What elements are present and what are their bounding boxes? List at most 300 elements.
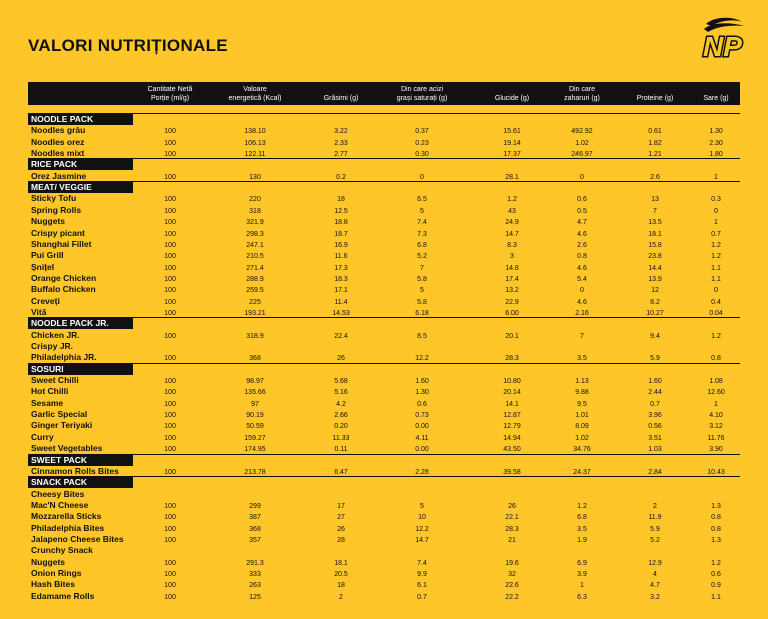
table-row [0, 193, 768, 204]
cell-value: 5 [420, 502, 424, 510]
cell-value: 19.14 [503, 139, 521, 147]
cell-value: 0.7 [711, 230, 721, 238]
cell-value: 15.8 [648, 241, 662, 249]
cell-value: 247.1 [246, 241, 264, 249]
row-divider [28, 317, 740, 318]
product-name: Philadelphia JR. [31, 352, 97, 363]
cell-value: 3.9 [577, 571, 587, 578]
cell-value: 299 [249, 502, 261, 510]
cell-value: 12.60 [707, 389, 725, 397]
cell-value: 14.94 [503, 434, 521, 442]
cell-value: 135.66 [244, 389, 266, 397]
product-name: Sticky Tofu [31, 193, 77, 204]
cell-value: 2.6 [577, 241, 587, 249]
cell-value: 220 [249, 196, 261, 204]
cell-value: 12.87 [503, 412, 521, 420]
product-name: Hot Chilli [31, 386, 69, 397]
cell-value: 100 [164, 571, 176, 578]
product-name: Chicken JR. [31, 329, 80, 340]
table-row [0, 205, 768, 216]
table-row [0, 534, 768, 545]
cell-value: 1.2 [507, 196, 517, 204]
section-header: NOODLE PACK JR. [28, 318, 133, 329]
cell-value: 0.61 [648, 128, 662, 136]
cell-value: 28 [337, 536, 345, 544]
cell-value: 2.44 [648, 389, 662, 397]
cell-value: 263 [249, 582, 261, 590]
cell-value: 50.59 [246, 423, 264, 431]
cell-value: 1.1 [711, 593, 721, 601]
cell-value: 5.9 [650, 355, 660, 363]
cell-value: 3.90 [709, 446, 723, 454]
cell-value: 10 [418, 514, 426, 522]
product-name: Crispy JR. [31, 341, 74, 351]
product-name: Philadelphia Bites [31, 522, 105, 533]
cell-value: 27 [337, 514, 345, 522]
cell-value: 100 [164, 355, 176, 363]
cell-value: 6.9 [577, 559, 587, 567]
cell-value: 174.95 [244, 446, 266, 454]
cell-value: 1.2 [711, 332, 721, 340]
cell-value: 3.96 [648, 412, 662, 420]
table-row [0, 386, 768, 397]
table-row [0, 250, 768, 261]
cell-value: 0 [714, 287, 718, 295]
cell-value: 0.4 [711, 298, 721, 306]
cell-value: 9.4 [650, 332, 660, 340]
section-header: SOSURI [28, 364, 133, 375]
cell-value: 4.2 [336, 400, 346, 408]
cell-value: 100 [164, 593, 176, 601]
cell-value: 4.11 [415, 434, 429, 442]
cell-value: 0.3 [711, 196, 721, 204]
cell-value: 1.30 [415, 389, 429, 397]
cell-value: 1.2 [711, 241, 721, 249]
table-row [0, 216, 768, 227]
cell-value: 20.14 [503, 389, 521, 397]
table-row [0, 557, 768, 568]
cell-value: 4 [653, 571, 657, 578]
cell-value: 1.21 [648, 151, 662, 159]
cell-value: 100 [164, 219, 176, 227]
cell-value: 22.1 [505, 514, 519, 522]
cell-value: 100 [164, 468, 176, 476]
cell-value: 492.92 [571, 128, 593, 136]
cell-value: 22.9 [505, 298, 519, 306]
cell-value: 100 [164, 536, 176, 544]
cell-value: 7.4 [417, 219, 427, 227]
cell-value: 22.4 [334, 332, 348, 340]
product-name: Orez Jasmine [31, 170, 87, 181]
cell-value: 43.50 [503, 446, 521, 454]
column-header-line: Glucide (g) [494, 95, 530, 102]
cell-value: 0.8 [711, 355, 721, 363]
cell-value: 17.4 [505, 275, 519, 283]
product-name: Mac'N Cheese [31, 499, 89, 510]
cell-value: 19.6 [505, 559, 519, 567]
cell-value: 100 [164, 434, 176, 442]
cell-value: 225 [249, 298, 261, 306]
cell-value: 100 [164, 400, 176, 408]
cell-value: 18.1 [648, 230, 662, 238]
cell-value: 11.6 [334, 253, 348, 261]
table-row [0, 466, 768, 477]
cell-value: 1.08 [709, 378, 723, 386]
cell-value: 1.82 [648, 139, 662, 147]
cell-value: 125 [249, 593, 261, 601]
cell-value: 4.6 [577, 298, 587, 306]
cell-value: 0.00 [415, 446, 429, 454]
cell-value: 0.8 [711, 514, 721, 522]
cell-value: 14.8 [505, 264, 519, 272]
cell-value: 5.68 [334, 378, 348, 386]
cell-value: 100 [164, 151, 176, 159]
np-logo [700, 14, 748, 62]
table-row [0, 579, 768, 590]
cell-value: 3.51 [648, 434, 662, 442]
cell-value: 7.3 [417, 230, 427, 238]
cell-value: 12 [651, 287, 659, 295]
cell-value: 6.47 [334, 468, 348, 476]
cell-value: 12.5 [334, 207, 348, 215]
cell-value: 0.04 [709, 309, 723, 317]
cell-value: 15.61 [503, 128, 521, 136]
column-header [125, 85, 215, 103]
cell-value: 10.80 [503, 378, 521, 386]
cell-value: 321.9 [246, 219, 264, 227]
table-row [0, 420, 768, 431]
cell-value: 1.02 [575, 139, 589, 147]
cell-value: 5.8 [417, 275, 427, 283]
cell-value: 100 [164, 309, 176, 317]
cell-value: 24.37 [573, 468, 591, 476]
cell-value: 1.30 [709, 128, 723, 136]
column-header-line: Valoare [243, 86, 267, 93]
cell-value: 24.9 [505, 219, 519, 227]
cell-value: 0.37 [415, 128, 429, 136]
cell-value: 0 [580, 173, 584, 181]
cell-value: 11.76 [707, 434, 725, 442]
cell-value: 100 [164, 446, 176, 454]
cell-value: 0.8 [711, 525, 721, 533]
cell-value: 26 [337, 525, 345, 533]
logo-text: NP [703, 31, 742, 62]
cell-value: 2.30 [709, 139, 723, 147]
section-header: RICE PACK [28, 159, 133, 170]
column-header-line: Cantitate Netă [147, 86, 193, 93]
cell-value: 12.2 [415, 525, 429, 533]
table-row [0, 125, 768, 136]
cell-value: 5.9 [650, 525, 660, 533]
cell-value: 2.6 [650, 173, 660, 181]
cell-value: 20.1 [505, 332, 519, 340]
product-name: Vită [31, 306, 47, 317]
cell-value: 0.56 [648, 423, 662, 431]
table-row [0, 443, 768, 454]
cell-value: 11.9 [648, 514, 662, 522]
cell-value: 28.3 [505, 525, 519, 533]
table-row [0, 432, 768, 443]
cell-value: 3.2 [650, 593, 660, 601]
cell-value: 0.23 [415, 139, 429, 147]
cell-value: 100 [164, 196, 176, 204]
cell-value: 2.16 [575, 309, 589, 317]
cell-value: 1.2 [711, 559, 721, 567]
table-row [0, 273, 768, 284]
cell-value: 3.12 [709, 423, 723, 431]
cell-value: 100 [164, 582, 176, 590]
cell-value: 4.6 [577, 264, 587, 272]
product-name: Curry [31, 431, 54, 442]
cell-value: 1 [580, 582, 584, 590]
cell-value: 100 [164, 275, 176, 283]
table-row [0, 284, 768, 295]
product-name: Noodles mixt [31, 148, 85, 159]
cell-value: 8.3 [507, 241, 517, 249]
cell-value: 22.6 [505, 582, 519, 590]
column-header-line: Sare (g) [703, 95, 729, 102]
cell-value: 100 [164, 423, 176, 431]
table-row [0, 228, 768, 239]
cell-value: 271.4 [246, 264, 264, 272]
table-row [0, 500, 768, 511]
cell-value: 12.2 [415, 355, 429, 363]
product-name: Nuggets [31, 556, 65, 567]
cell-value: 18 [337, 196, 345, 204]
product-name: Creveți [31, 295, 60, 306]
cell-value: 4.6 [577, 230, 587, 238]
cell-value: 1 [714, 219, 718, 227]
cell-value: 9.9 [417, 571, 427, 578]
cell-value: 368 [249, 525, 261, 533]
column-header-line: Porție (ml/g) [150, 95, 190, 102]
cell-value: 43 [508, 207, 516, 215]
cell-value: 1.02 [575, 434, 589, 442]
cell-value: 100 [164, 173, 176, 181]
cell-value: 0.6 [577, 196, 587, 204]
cell-value: 1.3 [711, 536, 721, 544]
cell-value: 7.4 [417, 559, 427, 567]
cell-value: 14.7 [415, 536, 429, 544]
cell-value: 6.5 [417, 196, 427, 204]
cell-value: 0.7 [417, 593, 427, 601]
cell-value: 100 [164, 253, 176, 261]
table-row [0, 330, 768, 341]
cell-value: 10.27 [646, 309, 664, 317]
cell-value: 0 [420, 173, 424, 181]
cell-value: 100 [164, 514, 176, 522]
product-name: Buffalo Chicken [31, 284, 96, 295]
cell-value: 6.8 [577, 514, 587, 522]
cell-value: 97 [251, 400, 259, 408]
cell-value: 32 [508, 571, 516, 578]
cell-value: 193.21 [244, 309, 266, 317]
cell-value: 3.22 [334, 128, 348, 136]
cell-value: 159.27 [244, 434, 266, 442]
table-row [0, 239, 768, 250]
table-row [0, 591, 768, 602]
cell-value: 0.73 [415, 412, 429, 420]
cell-value: 1.80 [709, 151, 723, 159]
cell-value: 22.2 [505, 593, 519, 601]
cell-value: 26 [337, 355, 345, 363]
cell-value: 1 [714, 173, 718, 181]
product-name: Cinnamon Rolls Bites [31, 465, 119, 476]
column-header-line: energetică (Kcal) [228, 95, 282, 102]
cell-value: 18.8 [334, 219, 348, 227]
cell-value: 17.37 [503, 151, 521, 159]
cell-value: 17 [337, 502, 345, 510]
table-row [0, 409, 768, 420]
cell-value: 100 [164, 264, 176, 272]
product-name: Sesame [31, 397, 64, 408]
column-header-line: zaharuri (g) [564, 95, 600, 102]
table-row [0, 511, 768, 522]
cell-value: 7 [580, 332, 584, 340]
table-row [0, 137, 768, 148]
table-row [0, 568, 768, 579]
cell-value: 1 [714, 400, 718, 408]
cell-value: 3.5 [577, 525, 587, 533]
cell-value: 4.7 [577, 219, 587, 227]
cell-value: 6.00 [505, 309, 519, 317]
cell-value: 122.11 [244, 151, 266, 159]
cell-value: 14.53 [332, 309, 350, 317]
cell-value: 100 [164, 378, 176, 386]
cell-value: 0.2 [336, 173, 346, 181]
cell-value: 18 [337, 582, 345, 590]
product-name: Orange Chicken [31, 272, 97, 283]
cell-value: 357 [249, 536, 261, 544]
cell-value: 288.9 [246, 275, 264, 283]
cell-value: 2.77 [334, 151, 348, 159]
cell-value: 0.00 [415, 423, 429, 431]
cell-value: 34.76 [573, 446, 591, 454]
cell-value: 98.97 [246, 378, 264, 386]
cell-value: 13 [651, 196, 659, 204]
product-name: Sweet Chilli [31, 375, 79, 386]
cell-value: 39.58 [503, 468, 521, 476]
cell-value: 8.2 [650, 298, 660, 306]
cell-value: 100 [164, 241, 176, 249]
column-header-line: Grăsimi (g) [323, 95, 359, 102]
cell-value: 1.9 [577, 536, 587, 544]
cell-value: 100 [164, 525, 176, 533]
table-row [0, 148, 768, 159]
cell-value: 106.13 [244, 139, 266, 147]
cell-value: 6.18 [415, 309, 429, 317]
cell-value: 0.20 [334, 423, 348, 431]
cell-value: 318 [249, 207, 261, 215]
cell-value: 12.79 [503, 423, 521, 431]
cell-value: 18.3 [334, 275, 348, 283]
cell-value: 5.16 [334, 389, 348, 397]
product-name: Crispy picant [31, 227, 85, 238]
cell-value: 100 [164, 502, 176, 510]
cell-value: 7 [420, 264, 424, 272]
product-name: Sweet Vegetables [31, 443, 103, 454]
cell-value: 28.1 [505, 173, 519, 181]
cell-value: 13.5 [648, 219, 662, 227]
subsection-title: Crunchy Snack [31, 545, 93, 556]
cell-value: 90.19 [246, 412, 264, 420]
product-name: Jalapeno Cheese Bites [31, 533, 124, 544]
table-row [0, 262, 768, 273]
cell-value: 11.33 [332, 434, 350, 442]
cell-value: 0.9 [711, 582, 721, 590]
cell-value: 100 [164, 412, 176, 420]
product-name: Edamame Rolls [31, 590, 95, 601]
cell-value: 13.2 [505, 287, 519, 295]
cell-value: 318.9 [246, 332, 264, 340]
column-header [296, 94, 386, 103]
cell-value: 9.5 [577, 400, 587, 408]
row-divider [28, 113, 740, 114]
cell-value: 14.4 [648, 264, 662, 272]
product-name: Ginger Teriyaki [31, 420, 93, 431]
product-name: Garlic Special [31, 409, 88, 420]
cell-value: 8.5 [417, 332, 427, 340]
product-name: Șnițel [31, 261, 55, 272]
table-row [0, 171, 768, 182]
product-name: Noodles grâu [31, 125, 86, 136]
product-name: Shanghai Fillet [31, 238, 92, 249]
cell-value: 20.5 [334, 571, 348, 578]
cell-value: 0.7 [650, 400, 660, 408]
product-name: Spring Rolls [31, 204, 82, 215]
cell-value: 1.01 [575, 412, 589, 420]
cell-value: 14.1 [505, 400, 519, 408]
cell-value: 0.6 [711, 571, 721, 578]
cell-value: 1.60 [648, 378, 662, 386]
cell-value: 259.5 [246, 287, 264, 295]
cell-value: 100 [164, 559, 176, 567]
cell-value: 5.2 [650, 536, 660, 544]
cell-value: 11.4 [334, 298, 348, 306]
cell-value: 100 [164, 139, 176, 147]
row-divider [28, 158, 740, 159]
cell-value: 1.03 [648, 446, 662, 454]
cell-value: 100 [164, 287, 176, 295]
column-header-line: grași saturați (g) [396, 95, 448, 102]
cell-value: 23.8 [648, 253, 662, 261]
cell-value: 100 [164, 207, 176, 215]
cell-value: 8.09 [575, 423, 589, 431]
cell-value: 5 [420, 207, 424, 215]
cell-value: 138.10 [244, 128, 266, 136]
cell-value: 1.13 [575, 378, 589, 386]
table-row [0, 296, 768, 307]
table-row [0, 375, 768, 386]
column-header-line: Din care acizi [400, 86, 443, 93]
page-title: VALORI NUTRIȚIONALE [28, 36, 228, 55]
cell-value: 100 [164, 332, 176, 340]
cell-value: 5 [420, 287, 424, 295]
cell-value: 4.7 [650, 582, 660, 590]
cell-value: 100 [164, 230, 176, 238]
row-divider [28, 363, 740, 364]
cell-value: 2 [653, 502, 657, 510]
product-name: Nuggets [31, 216, 65, 227]
cell-value: 7 [653, 207, 657, 215]
cell-value: 18.1 [334, 559, 348, 567]
cell-value: 291.3 [246, 559, 264, 567]
product-name: Mozzarella Sticks [31, 511, 102, 522]
cell-value: 368 [249, 355, 261, 363]
cell-value: 0 [580, 287, 584, 295]
cell-value: 28.3 [505, 355, 519, 363]
cell-value: 4.10 [709, 412, 723, 420]
